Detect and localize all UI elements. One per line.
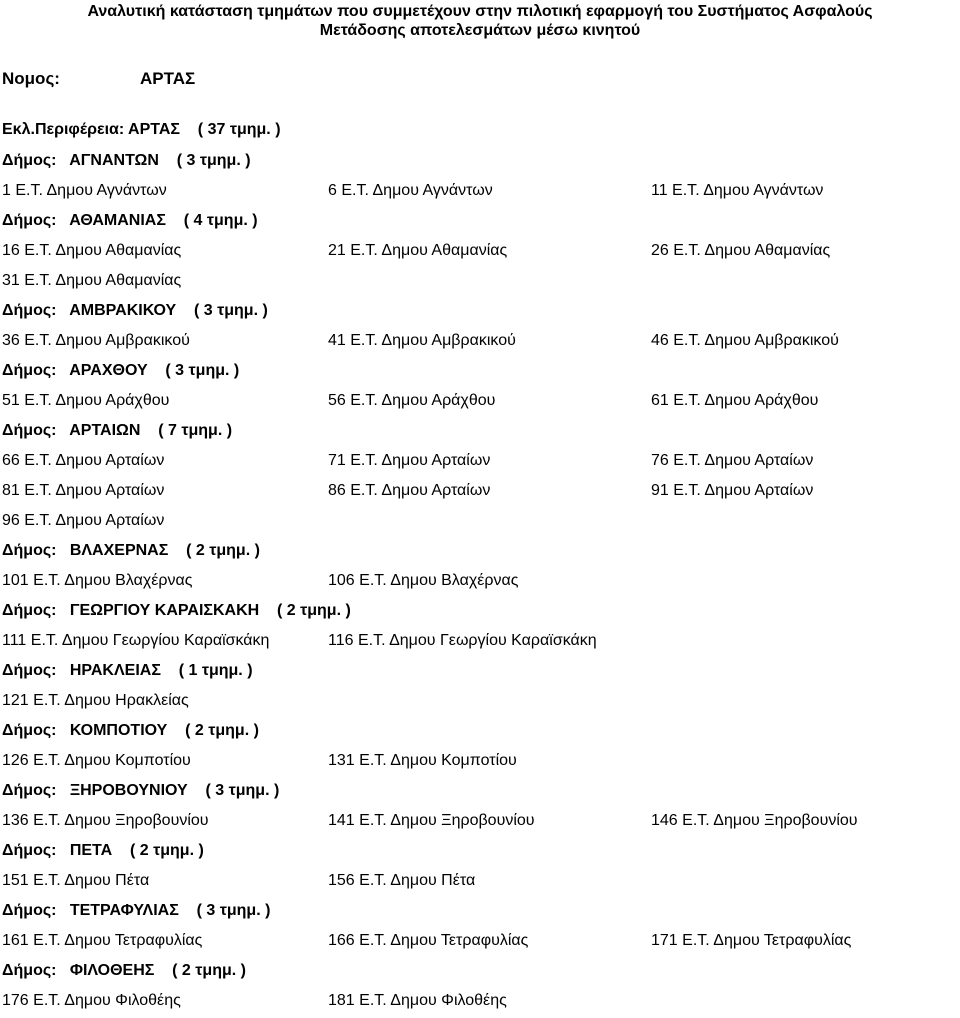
polling-station: 166 Ε.Τ. Δημου Τετραφυλίας (328, 932, 529, 949)
station-row (0, 808, 960, 838)
polling-station: 36 Ε.Τ. Δημου Αμβρακικού (2, 332, 190, 349)
polling-station: 91 Ε.Τ. Δημου Αρταίων (651, 482, 814, 499)
station-row (0, 238, 960, 268)
municipality-header: Δήμος: ΑΓΝΑΝΤΩΝ ( 3 τμημ. ) (2, 152, 251, 169)
station-row (0, 508, 960, 538)
polling-station: 131 Ε.Τ. Δημου Κομποτίου (328, 752, 517, 769)
station-row (0, 178, 960, 208)
polling-station: 86 Ε.Τ. Δημου Αρταίων (328, 482, 491, 499)
polling-station: 76 Ε.Τ. Δημου Αρταίων (651, 452, 814, 469)
polling-station: 11 Ε.Τ. Δημου Αγνάντων (651, 182, 824, 199)
station-row (0, 628, 960, 658)
station-row (0, 688, 960, 718)
station-row (0, 268, 960, 298)
polling-station: 111 Ε.Τ. Δημου Γεωργίου Καραϊσκάκη (2, 632, 270, 649)
polling-station: 61 Ε.Τ. Δημου Αράχθου (651, 392, 819, 409)
polling-station: 101 Ε.Τ. Δημου Βλαχέρνας (2, 572, 193, 589)
prefecture-label: Νομος: (2, 69, 60, 88)
station-row (0, 748, 960, 778)
polling-station: 116 Ε.Τ. Δημου Γεωργίου Καραϊσκάκη (328, 632, 597, 649)
station-row (0, 448, 960, 478)
station-row (0, 328, 960, 358)
municipality-header: Δήμος: ΤΕΤΡΑΦΥΛΙΑΣ ( 3 τμημ. ) (2, 902, 271, 919)
polling-station: 121 Ε.Τ. Δημου Ηρακλείας (2, 692, 189, 709)
municipality-header: Δήμος: ΞΗΡΟΒΟΥΝΙΟΥ ( 3 τμημ. ) (2, 782, 280, 799)
polling-station: 171 Ε.Τ. Δημου Τετραφυλίας (651, 932, 852, 949)
municipality-header: Δήμος: ΚΟΜΠΟΤΙΟΥ ( 2 τμημ. ) (2, 722, 259, 739)
polling-station: 141 Ε.Τ. Δημου Ξηροβουνίου (328, 812, 535, 829)
station-row (0, 568, 960, 598)
municipality-header: Δήμος: ΑΘΑΜΑΝΙΑΣ ( 4 τμημ. ) (2, 212, 258, 229)
municipality-list (0, 148, 960, 1018)
polling-station: 81 Ε.Τ. Δημου Αρταίων (2, 482, 165, 499)
polling-station: 41 Ε.Τ. Δημου Αμβρακικού (328, 332, 516, 349)
municipality-header: Δήμος: ΑΜΒΡΑΚΙΚΟΥ ( 3 τμημ. ) (2, 302, 268, 319)
prefecture-value: ΑΡΤΑΣ (140, 69, 196, 88)
polling-station: 71 Ε.Τ. Δημου Αρταίων (328, 452, 491, 469)
polling-station: 1 Ε.Τ. Δημου Αγνάντων (2, 182, 167, 199)
polling-station: 126 Ε.Τ. Δημου Κομποτίου (2, 752, 191, 769)
polling-station: 181 Ε.Τ. Δημου Φιλοθέης (328, 992, 507, 1009)
document-title-line-1: Αναλυτική κατάσταση τμημάτων που συμμετέχουν στην πιλοτική εφαρμογή του Συστήματος Ασφαλούς (87, 3, 873, 20)
municipality-header: Δήμος: ΒΛΑΧΕΡΝΑΣ ( 2 τμημ. ) (2, 542, 260, 559)
polling-station: 26 Ε.Τ. Δημου Αθαμανίας (651, 242, 831, 259)
station-row (0, 388, 960, 418)
polling-station: 66 Ε.Τ. Δημου Αρταίων (2, 452, 165, 469)
polling-station: 46 Ε.Τ. Δημου Αμβρακικού (651, 332, 839, 349)
municipality-header: Δήμος: ΗΡΑΚΛΕΙΑΣ ( 1 τμημ. ) (2, 662, 253, 679)
polling-station: 136 Ε.Τ. Δημου Ξηροβουνίου (2, 812, 209, 829)
station-row (0, 928, 960, 958)
municipality-header: Δήμος: ΑΡΤΑΙΩΝ ( 7 τμημ. ) (2, 422, 233, 439)
polling-station: 21 Ε.Τ. Δημου Αθαμανίας (328, 242, 508, 259)
station-row (0, 478, 960, 508)
municipality-header: Δήμος: ΑΡΑΧΘΟΥ ( 3 τμημ. ) (2, 362, 240, 379)
polling-station: 161 Ε.Τ. Δημου Τετραφυλίας (2, 932, 203, 949)
polling-station: 176 Ε.Τ. Δημου Φιλοθέης (2, 992, 181, 1009)
polling-station: 106 Ε.Τ. Δημου Βλαχέρνας (328, 572, 519, 589)
polling-station: 56 Ε.Τ. Δημου Αράχθου (328, 392, 496, 409)
polling-station: 31 Ε.Τ. Δημου Αθαμανίας (2, 272, 182, 289)
document-title-line-2: Μετάδοσης αποτελεσμάτων μέσω κινητού (319, 22, 641, 39)
municipality-header: Δήμος: ΠΕΤΑ ( 2 τμημ. ) (2, 842, 204, 859)
polling-station: 156 Ε.Τ. Δημου Πέτα (328, 872, 476, 889)
polling-station: 146 Ε.Τ. Δημου Ξηροβουνίου (651, 812, 858, 829)
polling-station: 16 Ε.Τ. Δημου Αθαμανίας (2, 242, 182, 259)
station-row (0, 868, 960, 898)
station-row (0, 988, 960, 1018)
polling-station: 151 Ε.Τ. Δημου Πέτα (2, 872, 150, 889)
electoral-region: Εκλ.Περιφέρεια: ΑΡΤΑΣ ( 37 τμημ. ) (2, 121, 281, 138)
municipality-header: Δήμος: ΦΙΛΟΘΕΗΣ ( 2 τμημ. ) (2, 962, 246, 979)
polling-station: 6 Ε.Τ. Δημου Αγνάντων (328, 182, 493, 199)
polling-station: 51 Ε.Τ. Δημου Αράχθου (2, 392, 170, 409)
municipality-header: Δήμος: ΓΕΩΡΓΙΟΥ ΚΑΡΑΙΣΚΑΚΗ ( 2 τμημ. ) (2, 602, 351, 619)
polling-station: 96 Ε.Τ. Δημου Αρταίων (2, 512, 165, 529)
